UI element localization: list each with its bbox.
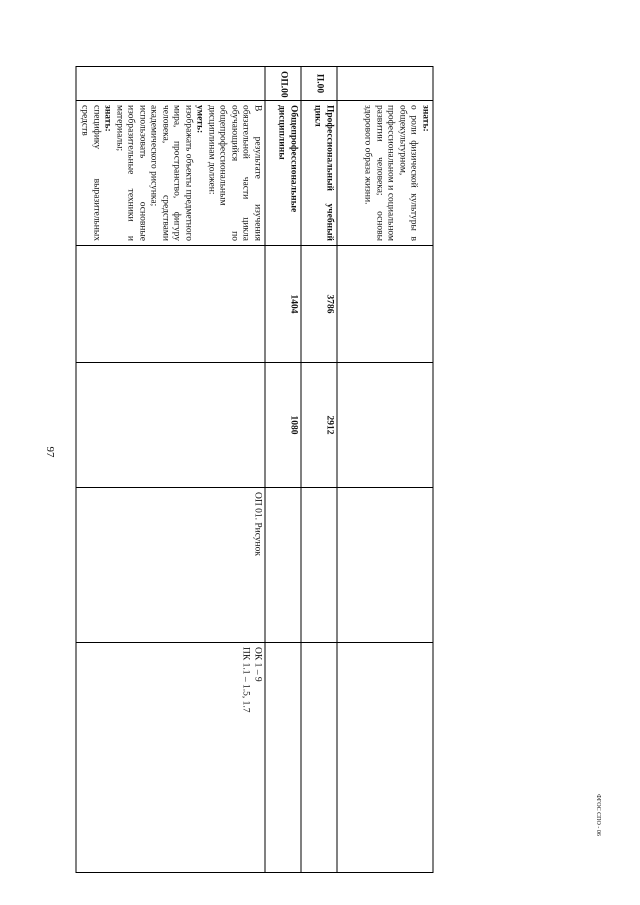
row-content-cell — [301, 101, 337, 246]
content-text: специфику выразительных средств — [80, 105, 102, 241]
row-code-cell: П.00 — [301, 67, 337, 101]
competencies-cell — [265, 643, 301, 873]
obligatory-hours-cell: 1080 — [265, 363, 301, 488]
competencies-cell — [337, 643, 433, 873]
table-row — [76, 67, 265, 873]
competencies-cell — [301, 643, 337, 873]
table-row — [301, 67, 337, 873]
discipline-cell — [301, 488, 337, 643]
content-text: о роли физической культуры в общекультурном, профессиональном и социальном развитии человека; основы здорового образа жизни. — [363, 105, 419, 241]
row-content-cell — [337, 101, 433, 246]
curriculum-table-wrapper — [80, 66, 434, 872]
max-hours-cell — [337, 246, 433, 363]
curriculum-table — [76, 66, 434, 873]
content-text: В результате изучения обязательной части цикла обучающийся по общепрофессиональным дисциплинам должен: — [206, 105, 263, 241]
discipline-cell — [265, 488, 301, 643]
row-content-cell — [76, 101, 265, 246]
obligatory-hours-cell — [337, 363, 433, 488]
max-hours-cell — [76, 246, 265, 363]
table-row — [265, 67, 301, 873]
content-heading: уметь: — [195, 105, 205, 134]
obligatory-hours-cell: 2912 — [301, 363, 337, 488]
row-code-cell — [337, 67, 433, 101]
max-hours-cell: 3786 — [301, 246, 337, 363]
row-code-cell — [76, 67, 265, 101]
content-heading: Общепрофессиональные дисциплины — [277, 105, 299, 213]
content-heading: Профессиональный учебный цикл — [313, 105, 335, 241]
obligatory-hours-cell — [76, 363, 265, 488]
row-content-cell — [265, 101, 301, 246]
content-text: изображать объекты предметного мира, пространство, фигуру человека, средствами академического рисунка; — [149, 105, 194, 241]
table-row — [337, 67, 433, 873]
footer-standard-label: ФГОС СПО - 06 — [595, 794, 601, 836]
row-code-cell: ОП.00 — [265, 67, 301, 101]
competencies-cell — [76, 643, 265, 873]
competency-code: ПК 1.1 – 1.5, 1.7 — [241, 647, 251, 713]
max-hours-cell: 1404 — [265, 246, 301, 363]
content-heading: знать: — [420, 105, 431, 132]
page-number: 97 — [44, 446, 56, 458]
discipline-cell: ОП 01. Рисунок — [76, 488, 265, 643]
content-heading: знать: — [103, 105, 113, 132]
content-text: использовать основные изобразительные техники и материалы; — [114, 105, 148, 241]
competency-code: ОК 1 – 9 — [252, 647, 263, 682]
discipline-cell — [337, 488, 433, 643]
